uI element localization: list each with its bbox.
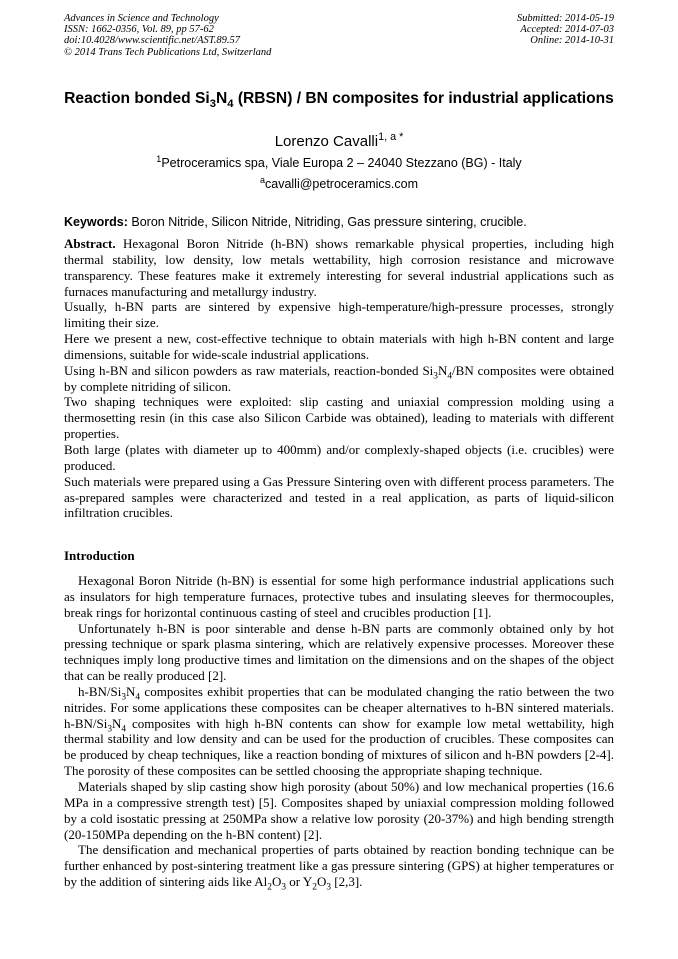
- introduction-body: [64, 573, 614, 893]
- dates-header: [517, 13, 614, 47]
- abstract-paragraph: Using h-BN and silicon powders as raw materials, reaction-bonded $Si_3N_4/BN$ composites were obtained by complete nitriding of silicon.: [64, 362, 614, 394]
- submitted-date: Submitted: 2014-05-19: [516, 13, 614, 24]
- abstract-paragraph: Usually, h-BN parts are sintered by expensive high-temperature/high-pressure processes, strongly limiting their size.: [64, 299, 614, 331]
- affiliation: $^1$Petroceramics spa, Viale Europa 2 – 24040 Stezzano (BG) - Italy: [156, 153, 522, 170]
- keywords-label: Keywords:: [64, 215, 128, 229]
- issn-line: ISSN: 1662-0356, Vol. 89, pp 57-62: [64, 24, 214, 36]
- abstract-paragraph: Such materials were prepared using a Gas Pressure Sintering oven with different process parameters. The as-prepared samples were characterized and tested in a real application, as parts of liquid-silicon infiltration crucibles.: [64, 473, 614, 521]
- abstract-paragraph: Both large (plates with diameter up to 400mm) and/or complexly-shaped objects (i.e. crucibles) were produced.: [64, 441, 614, 473]
- paper-title: Reaction bonded $Si_3N_4$ (RBSN) / BN composites for industrial applications: [64, 90, 614, 111]
- author-email: $^a$cavalli@petroceramics.com: [259, 174, 419, 191]
- abstract-label: Abstract.: [64, 236, 116, 251]
- introduction-heading: Introduction: [64, 548, 135, 563]
- author-name: Lorenzo Cavalli: [274, 133, 379, 150]
- journal-name: Advances in Science and Technology: [64, 13, 219, 24]
- abstract-paragraph: Abstract. Hexagonal Boron Nitride (h-BN) shows remarkable physical properties, including high thermal stability, low density, low metals wettability, high corrosion resistance and microwave transparency. These features make it extremely interesting for several industrial applications such as furnaces manufacturing and metallurgy industry.: [64, 236, 614, 299]
- abstract-paragraph: Here we present a new, cost-effective technique to obtain materials with high h-BN content and large dimensions, suitable for wide-scale industrial applications.: [64, 331, 614, 362]
- author-sup: 1, a *: [378, 131, 404, 143]
- abstract-paragraph: Two shaping techniques were exploited: slip casting and uniaxial compression molding using a thermosetting resin (in this case also Silicon Carbide was obtained), leading to materials with different properties.: [64, 394, 614, 442]
- keywords-text: Boron Nitride, Silicon Nitride, Nitriding, Gas pressure sintering, crucible.: [127, 215, 527, 229]
- doi-line: doi:10.4028/www.scientific.net/AST.89.57: [64, 35, 241, 47]
- author-line: [64, 133, 614, 151]
- intro-paragraph: The densification and mechanical properties of parts obtained by reaction bonding technique can be further enhanced by post-sintering treatment like a gas pressure sintering (GPS) at higher temperatures or by the addition of sintering aids like $Al_2O_3$ or $Y_2O_3$ [2,3].: [64, 842, 614, 893]
- intro-paragraph: Hexagonal Boron Nitride (h-BN) is essential for some high performance industrial applications such as insulators for high temperature furnaces, protective tubes and insulating sleeves for thermocouples, break rings for horizontal continuous casting of steel and crucibles production [1].: [64, 573, 614, 620]
- intro-paragraph: Unfortunately h-BN is poor sinterable and dense h-BN parts are commonly obtained only by hot pressing technique or spark plasma sintering, which are relatively expensive processes. Moreover these techniques imply long productive times and limitation on the dimensions and on the shapes of the object that can be really produced [2].: [64, 620, 614, 684]
- copyright-line: © 2014 Trans Tech Publications Ltd, Switzerland: [64, 46, 272, 58]
- abstract: [64, 236, 614, 521]
- journal-header: [64, 13, 271, 58]
- accepted-date: Accepted: 2014-07-03: [520, 24, 614, 36]
- online-date: Online: 2014-10-31: [530, 35, 614, 47]
- keywords: [64, 214, 614, 230]
- intro-paragraph: Materials shaped by slip casting show high porosity (about 50%) and low mechanical properties (16.6 MPa in a compressive strength test) [5]. Composites shaped by uniaxial compression molding followed by a cold isostatic pressing at 250MPa show a relative low porosity (20-37%) and high bending strength (20-150MPa depending on the h-BN content) [2].: [64, 778, 614, 842]
- intro-paragraph: $h-BN/Si_3N_4$ composites exhibit properties that can be modulated changing the ratio between the two nitrides. For some applications these composites can be cheaper alternatives to h-BN sintered materials. $h-BN/Si_3N_4$ composites with high h-BN contents can show for example low metal wettability, high thermal stability and low density and can be used for the production of crucibles. These composites can be produced by cheap techniques, like a reaction bonding of mixtures of silicon and h-BN powders [2-4]. The porosity of these composites can be settled choosing the appropriate shaping technique.: [64, 683, 614, 779]
